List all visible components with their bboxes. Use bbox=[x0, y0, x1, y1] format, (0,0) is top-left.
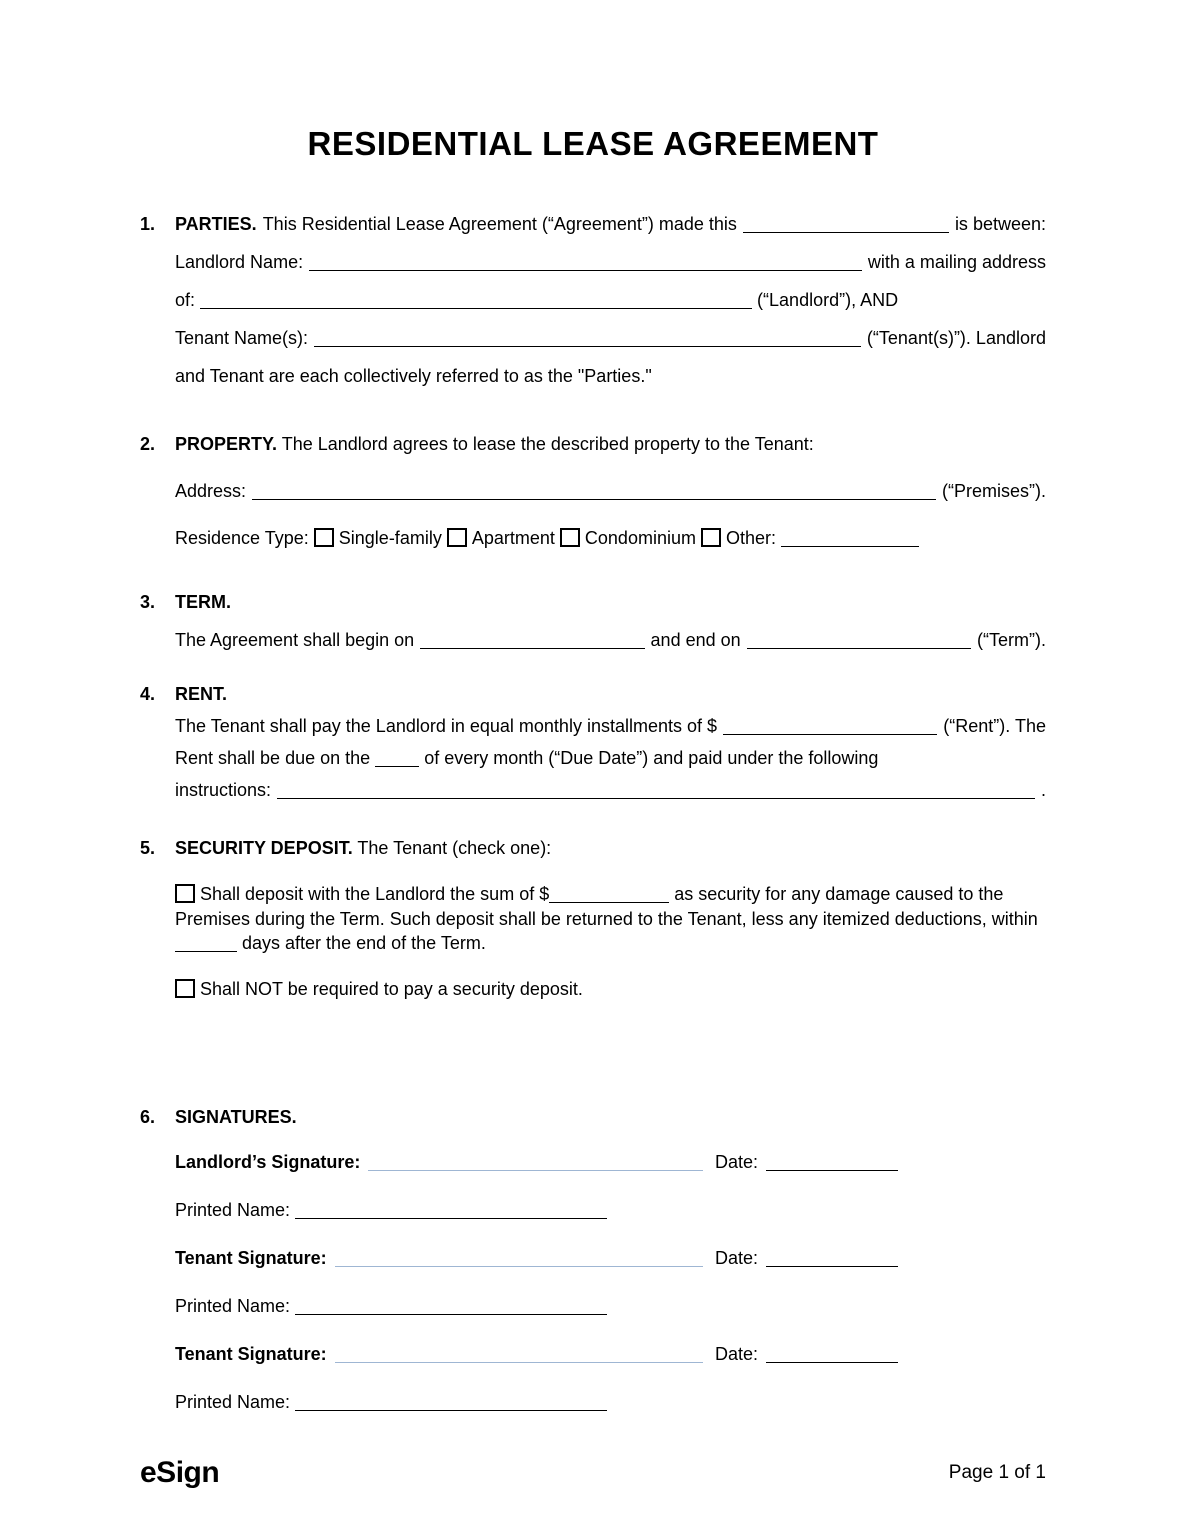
term-heading: TERM. bbox=[175, 592, 231, 612]
signatures-heading: SIGNATURES. bbox=[175, 1106, 297, 1127]
rent-due-tail: of every month (“Due Date”) and paid under the following bbox=[424, 748, 879, 768]
term-tail: (“Term”). bbox=[977, 630, 1046, 650]
other-label: Other: bbox=[725, 528, 777, 548]
tenant-names-tail: (“Tenant(s)”). Landlord bbox=[866, 328, 1046, 348]
premises-address-blank[interactable] bbox=[252, 494, 936, 500]
checkbox-other[interactable] bbox=[701, 528, 721, 547]
parties-line-2 bbox=[175, 251, 1046, 274]
single-family-label: Single-family bbox=[338, 528, 442, 548]
security-heading: SECURITY DEPOSIT. bbox=[175, 838, 353, 858]
landlord-signature-date-blank[interactable] bbox=[766, 1165, 898, 1171]
tenant2-signature-date-blank[interactable] bbox=[766, 1357, 898, 1363]
section-signatures bbox=[140, 1106, 1046, 1439]
other-residence-blank[interactable] bbox=[781, 541, 919, 547]
rent-due-text: Rent shall be due on the bbox=[175, 748, 371, 768]
landlord-address-tail: (“Landlord”), AND bbox=[757, 290, 899, 310]
rent-heading: RENT. bbox=[175, 684, 228, 704]
section-term bbox=[140, 591, 1046, 667]
tenant2-printed-name-row bbox=[175, 1391, 1046, 1414]
property-intro: The Landlord agrees to lease the described property to the Tenant: bbox=[281, 434, 814, 454]
property-heading: PROPERTY. bbox=[175, 434, 278, 454]
section-number-parties: 1. bbox=[140, 214, 156, 234]
parties-line-1 bbox=[175, 213, 1046, 236]
section-rent bbox=[140, 683, 1046, 811]
agreement-date-blank[interactable] bbox=[743, 227, 949, 233]
tenant2-signature-label: Tenant Signature: bbox=[175, 1343, 327, 1364]
tenant1-printed-name-label: Printed Name: bbox=[175, 1295, 291, 1316]
landlord-address-blank[interactable] bbox=[200, 303, 752, 309]
parties-line-4 bbox=[175, 327, 1046, 350]
address-tail: (“Premises”). bbox=[942, 481, 1046, 501]
rent-line-2 bbox=[175, 747, 1046, 770]
tenant2-signature-blank[interactable] bbox=[335, 1357, 703, 1363]
security-heading-line bbox=[175, 837, 1046, 860]
checkbox-apartment[interactable] bbox=[447, 528, 467, 547]
landlord-printed-name-blank[interactable] bbox=[295, 1213, 607, 1219]
deposit-option-text-2: as security for any damage caused to the Premises during the Term. Such deposit shall be returned to the Tenant, less any itemized deductions, within bbox=[175, 884, 1038, 929]
landlord-name-blank[interactable] bbox=[309, 265, 862, 271]
tenant1-signature-row bbox=[175, 1247, 1046, 1270]
checkbox-deposit-required[interactable] bbox=[175, 884, 195, 903]
checkbox-condominium[interactable] bbox=[560, 528, 580, 547]
tenant-names-blank[interactable] bbox=[314, 341, 861, 347]
term-start-date-blank[interactable] bbox=[420, 643, 644, 649]
esign-logo: eSign bbox=[140, 1456, 220, 1489]
address-label: Address: bbox=[175, 481, 247, 501]
rent-amount-tail: (“Rent”). The bbox=[943, 716, 1046, 736]
payment-instructions-blank[interactable] bbox=[277, 793, 1035, 799]
deposit-required-option bbox=[175, 882, 1046, 956]
parties-closing-text: and Tenant are each collectively referred to as the "Parties." bbox=[175, 366, 652, 386]
term-heading-line bbox=[175, 591, 1046, 614]
landlord-name-tail: with a mailing address bbox=[867, 252, 1046, 272]
no-deposit-option bbox=[175, 978, 1046, 1001]
tenant-names-label: Tenant Name(s): bbox=[175, 328, 309, 348]
landlord-date-label: Date: bbox=[715, 1151, 759, 1172]
landlord-printed-name-row bbox=[175, 1199, 1046, 1222]
term-end-date-blank[interactable] bbox=[747, 643, 971, 649]
tenant1-signature-blank[interactable] bbox=[335, 1261, 703, 1267]
no-deposit-text: Shall NOT be required to pay a security deposit. bbox=[200, 978, 583, 999]
landlord-printed-name-label: Printed Name: bbox=[175, 1199, 291, 1220]
condominium-label: Condominium bbox=[584, 528, 696, 548]
security-intro: The Tenant (check one): bbox=[357, 838, 552, 858]
checkbox-single-family[interactable] bbox=[314, 528, 334, 547]
parties-line-3 bbox=[175, 289, 1046, 312]
rent-amount-blank[interactable] bbox=[723, 729, 937, 735]
property-heading-line bbox=[175, 433, 1046, 456]
parties-heading: PARTIES. bbox=[175, 214, 257, 234]
landlord-signature-blank[interactable] bbox=[368, 1165, 703, 1171]
rent-heading-line bbox=[175, 683, 1046, 706]
section-number-signatures: 6. bbox=[140, 1106, 156, 1127]
parties-line-5 bbox=[175, 365, 1046, 388]
section-number-term: 3. bbox=[140, 592, 156, 612]
section-parties bbox=[140, 213, 1046, 403]
rent-due-day-blank[interactable] bbox=[375, 761, 419, 767]
tenant1-signature-label: Tenant Signature: bbox=[175, 1247, 327, 1268]
checkbox-no-deposit[interactable] bbox=[175, 979, 195, 998]
deposit-amount-blank[interactable] bbox=[549, 897, 669, 903]
document-title: RESIDENTIAL LEASE AGREEMENT bbox=[307, 125, 879, 162]
term-begin-text: The Agreement shall begin on bbox=[175, 630, 415, 650]
section-number-property: 2. bbox=[140, 434, 156, 454]
tenant2-printed-name-label: Printed Name: bbox=[175, 1391, 291, 1412]
rent-line-3 bbox=[175, 779, 1046, 802]
tenant2-signature-row bbox=[175, 1343, 1046, 1366]
residence-type-label: Residence Type: bbox=[175, 528, 309, 548]
section-property bbox=[140, 433, 1046, 565]
property-address-line bbox=[175, 480, 1046, 503]
parties-intro-tail: is between: bbox=[954, 214, 1046, 234]
tenant2-date-label: Date: bbox=[715, 1343, 759, 1364]
section-number-rent: 4. bbox=[140, 684, 156, 704]
term-dates-line bbox=[175, 629, 1046, 652]
parties-intro-text: This Residential Lease Agreement (“Agreement”) made this bbox=[262, 214, 737, 234]
deposit-return-days-blank[interactable] bbox=[175, 946, 237, 952]
page-number: Page 1 of 1 bbox=[948, 1462, 1046, 1483]
landlord-signature-label: Landlord’s Signature: bbox=[175, 1151, 361, 1172]
apartment-label: Apartment bbox=[471, 528, 555, 548]
landlord-address-label: of: bbox=[175, 290, 196, 310]
landlord-signature-row bbox=[175, 1151, 1046, 1174]
section-security-deposit bbox=[140, 837, 1046, 1016]
tenant1-signature-date-blank[interactable] bbox=[766, 1261, 898, 1267]
term-end-text: and end on bbox=[650, 630, 741, 650]
signatures-heading-line bbox=[175, 1106, 1046, 1129]
deposit-option-text-1: Shall deposit with the Landlord the sum of $ bbox=[200, 884, 550, 904]
page-footer bbox=[140, 1456, 1046, 1489]
residence-type-line bbox=[175, 527, 1046, 550]
tenant1-printed-name-blank[interactable] bbox=[295, 1309, 607, 1315]
rent-line-1 bbox=[175, 715, 1046, 738]
tenant2-printed-name-blank[interactable] bbox=[295, 1405, 607, 1411]
rent-amount-text: The Tenant shall pay the Landlord in equal monthly installments of $ bbox=[175, 716, 718, 736]
instructions-tail: . bbox=[1040, 780, 1046, 800]
section-number-security: 5. bbox=[140, 838, 156, 858]
deposit-option-text-3: days after the end of the Term. bbox=[242, 933, 486, 953]
landlord-name-label: Landlord Name: bbox=[175, 252, 304, 272]
tenant1-printed-name-row bbox=[175, 1295, 1046, 1318]
instructions-label: instructions: bbox=[175, 780, 272, 800]
tenant1-date-label: Date: bbox=[715, 1247, 759, 1268]
